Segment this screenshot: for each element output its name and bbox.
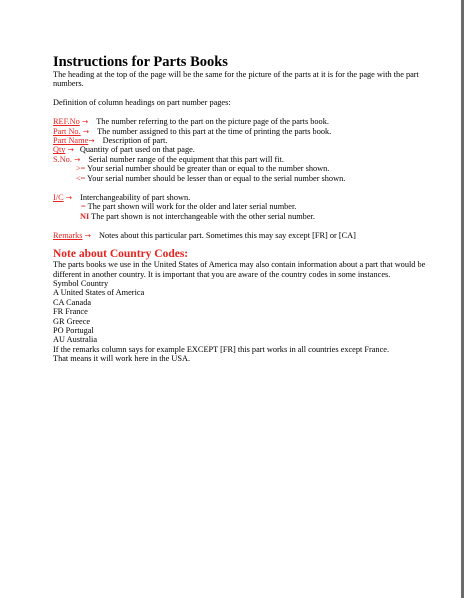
ic-note-ni bbox=[53, 212, 433, 221]
country-item: AU Australia bbox=[53, 335, 98, 345]
serial-note-text: Your serial number should be greater than or equal to the number shown. bbox=[87, 164, 330, 174]
serial-note-gte bbox=[53, 164, 433, 173]
term-label: Part No. bbox=[53, 126, 81, 136]
term-description: Serial number range of the equipment that this part will fit. bbox=[88, 154, 284, 164]
term-description: Description of part. bbox=[102, 136, 168, 146]
term-label: S.No. bbox=[53, 154, 72, 164]
arrow-icon: → bbox=[73, 154, 81, 164]
term-row-part-name bbox=[53, 136, 433, 145]
term-description: The number referring to the part on the picture page of the parts book. bbox=[96, 117, 329, 127]
term-description: The number assigned to this part at the time of printing the parts book. bbox=[97, 126, 332, 136]
definitions-heading: Definition of column headings on part number pages: bbox=[53, 97, 231, 107]
page-title: Instructions for Parts Books bbox=[53, 54, 228, 70]
term-label: I/C bbox=[53, 193, 64, 203]
serial-symbol: >= bbox=[76, 164, 86, 174]
document-body bbox=[53, 54, 433, 364]
country-item: PO Portugal bbox=[53, 326, 94, 336]
term-label: Qty bbox=[53, 145, 66, 155]
serial-note-text: Your serial number should be lesser than or equal to the serial number shown. bbox=[87, 173, 346, 183]
arrow-icon: → bbox=[67, 145, 74, 155]
country-paragraph-line-1: The parts books we use in the United States of America may also contain information about a part that would be bbox=[53, 260, 426, 270]
closing-line-2: That means it will work here in the USA. bbox=[53, 354, 191, 364]
arrow-icon: → bbox=[82, 126, 90, 136]
country-item: CA Canada bbox=[53, 297, 92, 307]
arrow-icon: → bbox=[88, 136, 95, 146]
closing-line-1: If the remarks column says for example EXCEPT [FR] this part works in all countries except France. bbox=[53, 344, 390, 354]
ic-note-equal bbox=[53, 202, 433, 211]
country-item: A United States of America bbox=[53, 288, 145, 298]
intro-paragraph: The heading at the top of the page will be the same for the picture of the parts at it is for the page with the part numbers. bbox=[53, 70, 419, 89]
arrow-icon: → bbox=[65, 193, 72, 203]
term-row-ic bbox=[53, 193, 433, 202]
term-label: Part Name bbox=[53, 136, 89, 146]
term-description: Quantity of part used on that page. bbox=[79, 145, 195, 155]
serial-note-lte bbox=[53, 174, 433, 183]
term-row-qty bbox=[53, 145, 433, 154]
ic-note-text: The part shown will work for the older and later serial number. bbox=[87, 202, 297, 212]
country-codes-heading: Note about Country Codes: bbox=[53, 247, 189, 260]
term-description: Notes about this particular part. Sometimes this may say except [FR] or [CA] bbox=[98, 231, 356, 241]
term-row-s-no bbox=[53, 155, 433, 164]
country-item: GR Greece bbox=[53, 316, 91, 326]
symbol-country-header: Symbol Country bbox=[53, 279, 109, 288]
arrow-icon: → bbox=[81, 117, 89, 127]
serial-symbol: <= bbox=[76, 173, 86, 183]
term-label: REF.No bbox=[53, 117, 80, 127]
term-row-part-no bbox=[53, 127, 433, 136]
ic-note-text: The part shown is not interchangeable with the other serial number. bbox=[91, 211, 315, 221]
arrow-icon: → bbox=[84, 231, 91, 241]
term-row-remarks bbox=[53, 231, 433, 240]
country-item: FR France bbox=[53, 307, 88, 317]
term-row-ref-no bbox=[53, 117, 433, 126]
country-paragraph-line-2: different in another country. It is important that you are aware of the country codes in some instances. bbox=[53, 269, 391, 279]
ic-symbol: = bbox=[81, 202, 86, 212]
term-description: Interchangeability of part shown. bbox=[80, 193, 191, 203]
term-label: Remarks bbox=[53, 231, 83, 241]
ic-symbol: NI bbox=[80, 211, 90, 221]
